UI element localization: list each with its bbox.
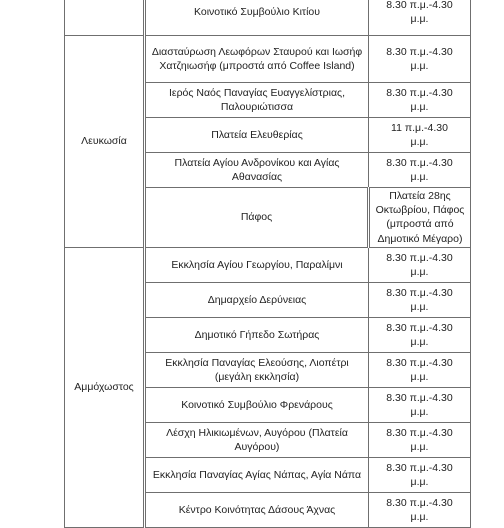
location-cell: Κοινοτικό Συμβούλιο Κιτίου: [145, 0, 369, 36]
location-cell: Κοινοτικό Συμβούλιο Φρενάρους: [145, 387, 369, 422]
time-range: 8.30 π.μ.-4.30: [386, 156, 453, 169]
location-cell: Ιερός Ναός Παναγίας Ευαγγελίστριας, Παλουριώτισσα: [145, 83, 369, 118]
time-suffix: μ.μ.: [410, 370, 429, 383]
location-cell: Πλατεία Ελευθερίας: [145, 118, 369, 153]
time-cell: [369, 0, 471, 36]
time-suffix: μ.μ.: [410, 136, 429, 148]
location-cell: Δημαρχείο Δερύνειας: [145, 282, 369, 317]
location-cell: Διασταύρωση Λεωφόρων Σταυρού και Ιωσήφ Χατζηιωσήφ (μπροστά από Coffee Island): [145, 36, 369, 83]
location-cell: Πλατεία 28ης Οκτωβρίου, Πάφος (μπροστά από Δημοτικό Μέγαρο): [369, 188, 471, 248]
time-suffix: μ.μ.: [410, 13, 429, 25]
time-range: 8.30 π.μ.-4.30: [386, 251, 453, 264]
location-cell: Εκκλησία Παναγίας Αγίας Νάπας, Αγία Νάπα: [145, 457, 369, 492]
location-cell: Δημοτικό Γήπεδο Σωτήρας: [145, 317, 369, 352]
time-range: 8.30 π.μ.-4.30: [386, 426, 453, 439]
time-cell: [369, 387, 471, 422]
location-cell: Λέσχη Ηλικιωμένων, Αυγόρου (Πλατεία Αυγόρου): [145, 422, 369, 457]
time-range: 8.30 π.μ.-4.30: [386, 496, 453, 509]
district-cell: [65, 0, 145, 36]
time-cell: [369, 422, 471, 457]
location-cell: Κέντρο Κοινότητας Δάσους Άχνας: [145, 492, 369, 527]
time-cell: [369, 153, 471, 188]
time-range: 8.30 π.μ.-4.30: [386, 391, 453, 404]
time-suffix: μ.μ.: [410, 405, 429, 418]
time-cell: [369, 83, 471, 118]
time-suffix: μ.μ.: [410, 300, 429, 313]
time-cell: [369, 247, 471, 282]
time-range: 8.30 π.μ.-4.30: [386, 461, 453, 474]
table-row: [65, 36, 471, 83]
time-range: 8.30 π.μ.-4.30: [386, 86, 453, 99]
time-cell: [369, 492, 471, 527]
time-range: 8.30 π.μ.-4.30: [386, 356, 453, 369]
time-cell: [369, 317, 471, 352]
time-suffix: μ.μ.: [410, 60, 429, 72]
time-range: 8.30 π.μ.-4.30: [386, 45, 453, 58]
district-cell: Λευκωσία: [65, 36, 145, 248]
time-cell: [369, 457, 471, 492]
location-cell: Πλατεία Αγίου Ανδρονίκου και Αγίας Αθανασίας: [145, 153, 369, 188]
time-range: 8.30 π.μ.-4.30: [386, 321, 453, 334]
time-range: 8.30 π.μ.-4.30: [386, 286, 453, 299]
location-cell: Εκκλησία Παναγίας Ελεούσης, Λιοπέτρι (μεγάλη εκκλησία): [145, 352, 369, 387]
district-cell: Πάφος: [145, 188, 369, 248]
time-suffix: μ.μ.: [410, 171, 429, 183]
time-suffix: μ.μ.: [410, 475, 429, 488]
time-suffix: μ.μ.: [410, 265, 429, 278]
time-cell: [369, 352, 471, 387]
time-cell: [369, 36, 471, 83]
time-range: 8.30 π.μ.-4.30: [386, 0, 453, 11]
district-cell: Αμμόχωστος: [65, 247, 145, 527]
location-cell: Εκκλησία Αγίου Γεωργίου, Παραλίμνι: [145, 247, 369, 282]
time-cell: [369, 118, 471, 153]
time-suffix: μ.μ.: [410, 101, 429, 113]
time-suffix: μ.μ.: [410, 335, 429, 348]
schedule-table: [64, 0, 471, 528]
time-suffix: μ.μ.: [410, 510, 429, 523]
time-suffix: μ.μ.: [410, 440, 429, 453]
table-row: [65, 247, 471, 282]
time-range: 11 π.μ.-4.30: [391, 121, 448, 134]
time-cell: [369, 282, 471, 317]
table-row: [65, 0, 471, 36]
